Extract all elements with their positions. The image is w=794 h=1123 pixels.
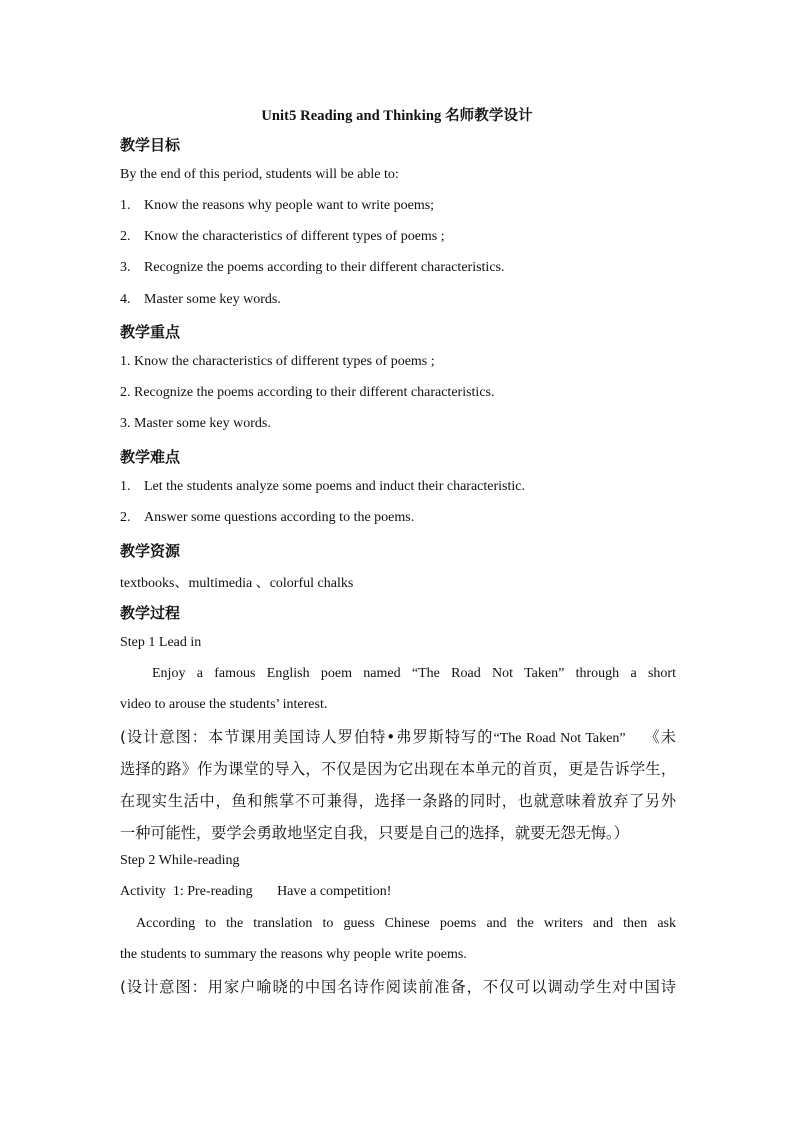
objective-item-2-text: Know the characteristics of different types of poems ; xyxy=(144,229,445,244)
objective-item-3-number: 3. xyxy=(120,260,131,275)
step-1-title: Step 1 Lead in xyxy=(120,635,202,650)
step-1-paragraph-line-2: video to arouse the students’ interest. xyxy=(120,697,328,712)
objective-item-4-text: Master some key words. xyxy=(144,292,281,307)
design-note-1-line-2: 选择的路》作为课堂的导入，不仅是因为它出现在本单元的首页，更是告诉学生， xyxy=(120,760,676,778)
design-note-1-line-1-prefix: (设计意图：本节课用美国诗人罗伯特•弗罗斯特写的 xyxy=(120,728,494,746)
objective-item-3-text: Recognize the poems according to their different characteristics. xyxy=(144,260,505,275)
difficulty-item-2-text: Answer some questions according to the poems. xyxy=(144,510,415,525)
difficulty-item-2-number: 2. xyxy=(120,510,131,525)
key-point-3: 3. Master some key words. xyxy=(120,416,271,431)
objective-item-4 xyxy=(120,292,281,308)
step-2-paragraph-line-1: According to the translation to guess Chinese poems and the writers and then ask xyxy=(136,916,676,931)
document-title: Unit5 Reading and Thinking 名师教学设计 xyxy=(261,108,533,124)
resources-text: textbooks、multimedia 、colorful chalks xyxy=(120,576,354,591)
step-2-title: Step 2 While-reading xyxy=(120,853,240,868)
activity-1-line: Activity 1: Pre-reading Have a competition! xyxy=(120,884,392,899)
design-note-2-line-1: (设计意图：用家户喻晓的中国名诗作阅读前准备，不仅可以调动学生对中国诗 xyxy=(120,978,676,996)
step-2-paragraph-line-2: the students to summary the reasons why people write poems. xyxy=(120,947,467,962)
design-note-1-line-1-poem-title: “The Road Not Taken” xyxy=(493,731,626,746)
key-point-2: 2. Recognize the poems according to their different characteristics. xyxy=(120,385,495,400)
objective-item-2-number: 2. xyxy=(120,229,131,244)
difficulty-item-1 xyxy=(120,479,525,495)
heading-process: 教学过程 xyxy=(120,604,181,622)
heading-difficulties: 教学难点 xyxy=(120,448,181,466)
design-note-1-line-1-suffix: 《未 xyxy=(643,728,676,746)
heading-resources: 教学资源 xyxy=(120,542,181,560)
objective-item-1-text: Know the reasons why people want to write poems; xyxy=(144,198,435,213)
design-note-1-line-4: 一种可能性，要学会勇敢地坚定自我，只要是自己的选择，就要无怨无悔。） xyxy=(120,824,629,842)
difficulty-item-1-text: Let the students analyze some poems and induct their characteristic. xyxy=(144,479,525,494)
objective-item-4-number: 4. xyxy=(120,292,131,307)
key-point-1: 1. Know the characteristics of different types of poems ; xyxy=(120,354,435,369)
objective-item-2 xyxy=(120,229,445,245)
heading-key-points: 教学重点 xyxy=(120,323,181,341)
objective-item-1 xyxy=(120,198,434,214)
objectives-intro: By the end of this period, students will be able to: xyxy=(120,167,399,182)
step-1-paragraph-line-1: Enjoy a famous English poem named “The Road Not Taken” through a short xyxy=(152,666,676,681)
objective-item-3 xyxy=(120,260,504,276)
difficulty-item-1-number: 1. xyxy=(120,479,131,494)
design-note-1-line-1 xyxy=(120,726,676,747)
design-note-1-line-3: 在现实生活中，鱼和熊掌不可兼得，选择一条路的同时，也就意味着放弃了另外 xyxy=(120,792,676,810)
heading-objectives: 教学目标 xyxy=(120,136,181,154)
objective-item-1-number: 1. xyxy=(120,198,131,213)
difficulty-item-2 xyxy=(120,510,414,526)
